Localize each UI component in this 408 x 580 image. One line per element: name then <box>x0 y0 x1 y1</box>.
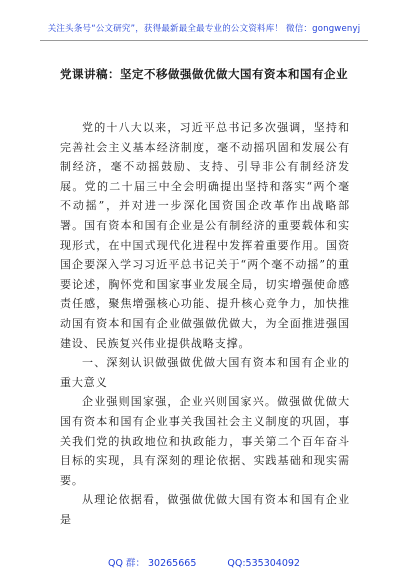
qq-text: QQ:535304092 <box>227 558 300 569</box>
contact-footer <box>0 555 408 569</box>
paragraph-intro: 党的十八大以来，习近平总书记多次强调，坚持和完善社会主义基本经济制度，毫不动摇巩固和发展公有制经济，毫不动摇鼓励、支持、引导非公有制经济发展。党的二十届三中全会明确提出坚持和落实“两个毫不动摇”，并对进一步深化国资国企改革作出战略部署。国有资本和国有企业是公有制经济的重要载体和实现形式，在中国式现代化进程中发挥着重要作用。国资国企要深入学习习近平总书记关于“两个毫不动摇”的重要论述，胸怀党和国家事业发展全局，切实增强使命感责任感，聚焦增强核心功能、提升核心竞争力，加快推动国有资本和国有企业做强做优做大，为全面推进强国建设、民族复兴伟业提供战略支撑。 <box>60 121 350 350</box>
promo-header: 关注头条号“公文研究”，获得最新最全最专业的公文资料库！ 微信：gongwenyj <box>47 24 361 34</box>
document-title: 党课讲稿：坚定不移做强做优做大国有资本和国有企业 <box>60 67 348 81</box>
header-divider <box>40 40 368 41</box>
paragraph: 从理论依据看，做强做优做大国有资本和国有企业是 <box>60 493 350 526</box>
paragraph: 企业强则国家强，企业兴则国家兴。做强做优做大国有资本和国有企业事关我国社会主义制度的巩固，事关我们党的执政地位和执政能力，事关第二个百年奋斗目标的实现，具有深刻的理论依据、实践基础和现实需要。 <box>60 395 350 487</box>
document-body <box>60 118 350 529</box>
qq-group-text: QQ 群： 30265665 <box>108 558 197 569</box>
section-heading: 一、深刻认识做强做优做大国有资本和国有企业的重大意义 <box>60 356 350 389</box>
